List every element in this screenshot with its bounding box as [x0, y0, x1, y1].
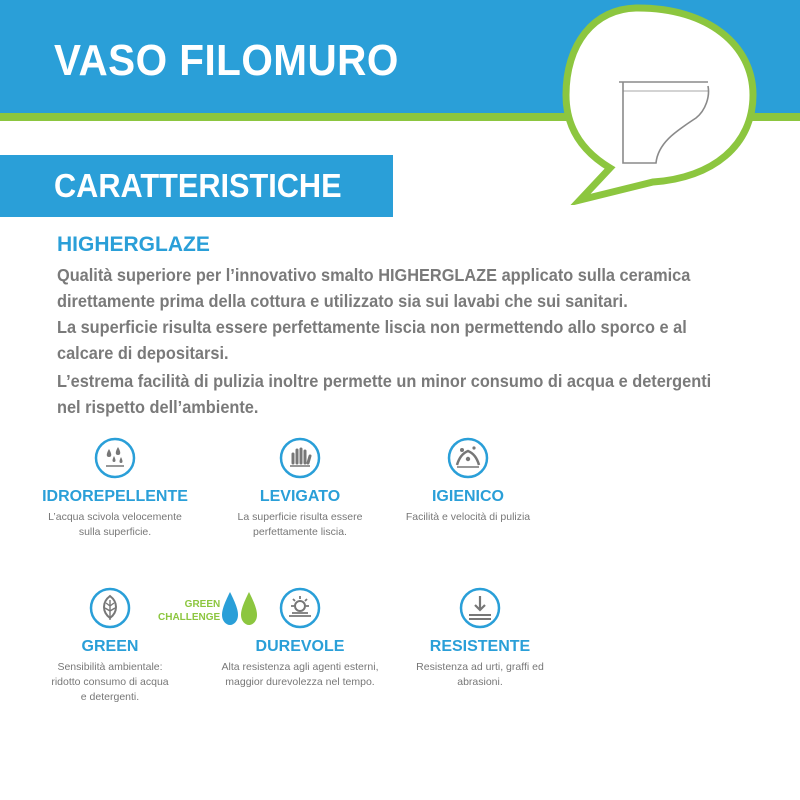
feature-desc-line: maggior durevolezza nel tempo.	[225, 676, 375, 688]
feature-name: IDROREPELLENTE	[42, 488, 188, 505]
feature-desc-line: Facilità e velocità di pulizia	[405, 511, 531, 523]
feature-desc-line: Resistenza ad urti, graffi ed	[416, 661, 544, 673]
water-drops-icon	[93, 436, 137, 480]
feature-heading: HIGHERGLAZE	[57, 233, 210, 256]
green-challenge-line-2: CHALLENGE	[158, 612, 221, 623]
intro-line-4: calcare di depositarsi.	[57, 343, 229, 363]
intro-line-6: nel rispetto dell’ambiente.	[57, 397, 259, 417]
feature-levigato	[205, 436, 395, 540]
toilet-speech-bubble	[548, 0, 768, 205]
feature-name: LEVIGATO	[259, 488, 341, 505]
feature-desc-line: ridotto consumo di acqua	[51, 676, 169, 688]
feature-igienico	[373, 436, 563, 525]
section-title: CARATTERISTICHE	[54, 167, 342, 204]
feature-desc-line: perfettamente liscia.	[253, 526, 347, 538]
feature-idrorepellente	[20, 436, 210, 540]
feature-desc-line: Sensibilità ambientale:	[57, 661, 163, 673]
feature-desc-line: Alta resistenza agli agenti esterni,	[221, 661, 379, 673]
feature-desc-line: abrasioni.	[457, 676, 503, 688]
feature-desc-line: e detergenti.	[80, 691, 140, 703]
feature-name: IGIENICO	[431, 488, 504, 505]
sun-durability-icon	[278, 586, 322, 630]
feature-desc-line: La superficie risulta essere	[237, 511, 363, 523]
intro-line-3: La superficie risulta essere perfettamente liscia non permettendo allo sporco e al	[57, 317, 687, 337]
feature-name: DUREVOLE	[255, 638, 345, 655]
feature-desc-line: L’acqua scivola velocemente	[48, 511, 182, 523]
intro-line-1: Qualità superiore per l’innovativo smalto HIGHERGLAZE applicato sulla ceramica	[57, 265, 691, 285]
green-challenge-line-1: GREEN	[184, 599, 221, 610]
feature-name: GREEN	[81, 638, 139, 655]
intro-line-2: direttamente prima della cottura e utilizzato sia sui lavabi che sui sanitari.	[57, 291, 628, 311]
leaf-icon	[88, 586, 132, 630]
hygiene-hands-icon	[446, 436, 490, 480]
feature-durevole	[205, 586, 395, 690]
feature-name: RESISTENTE	[429, 638, 531, 655]
smooth-hand-icon	[278, 436, 322, 480]
feature-resistente	[385, 586, 575, 690]
intro-line-5: L’estrema facilità di pulizia inoltre permette un minor consumo di acqua e detergenti	[57, 371, 712, 391]
page-title: VASO FILOMURO	[54, 36, 399, 85]
feature-desc-line: sulla superficie.	[78, 526, 152, 538]
shield-impact-icon	[458, 586, 502, 630]
